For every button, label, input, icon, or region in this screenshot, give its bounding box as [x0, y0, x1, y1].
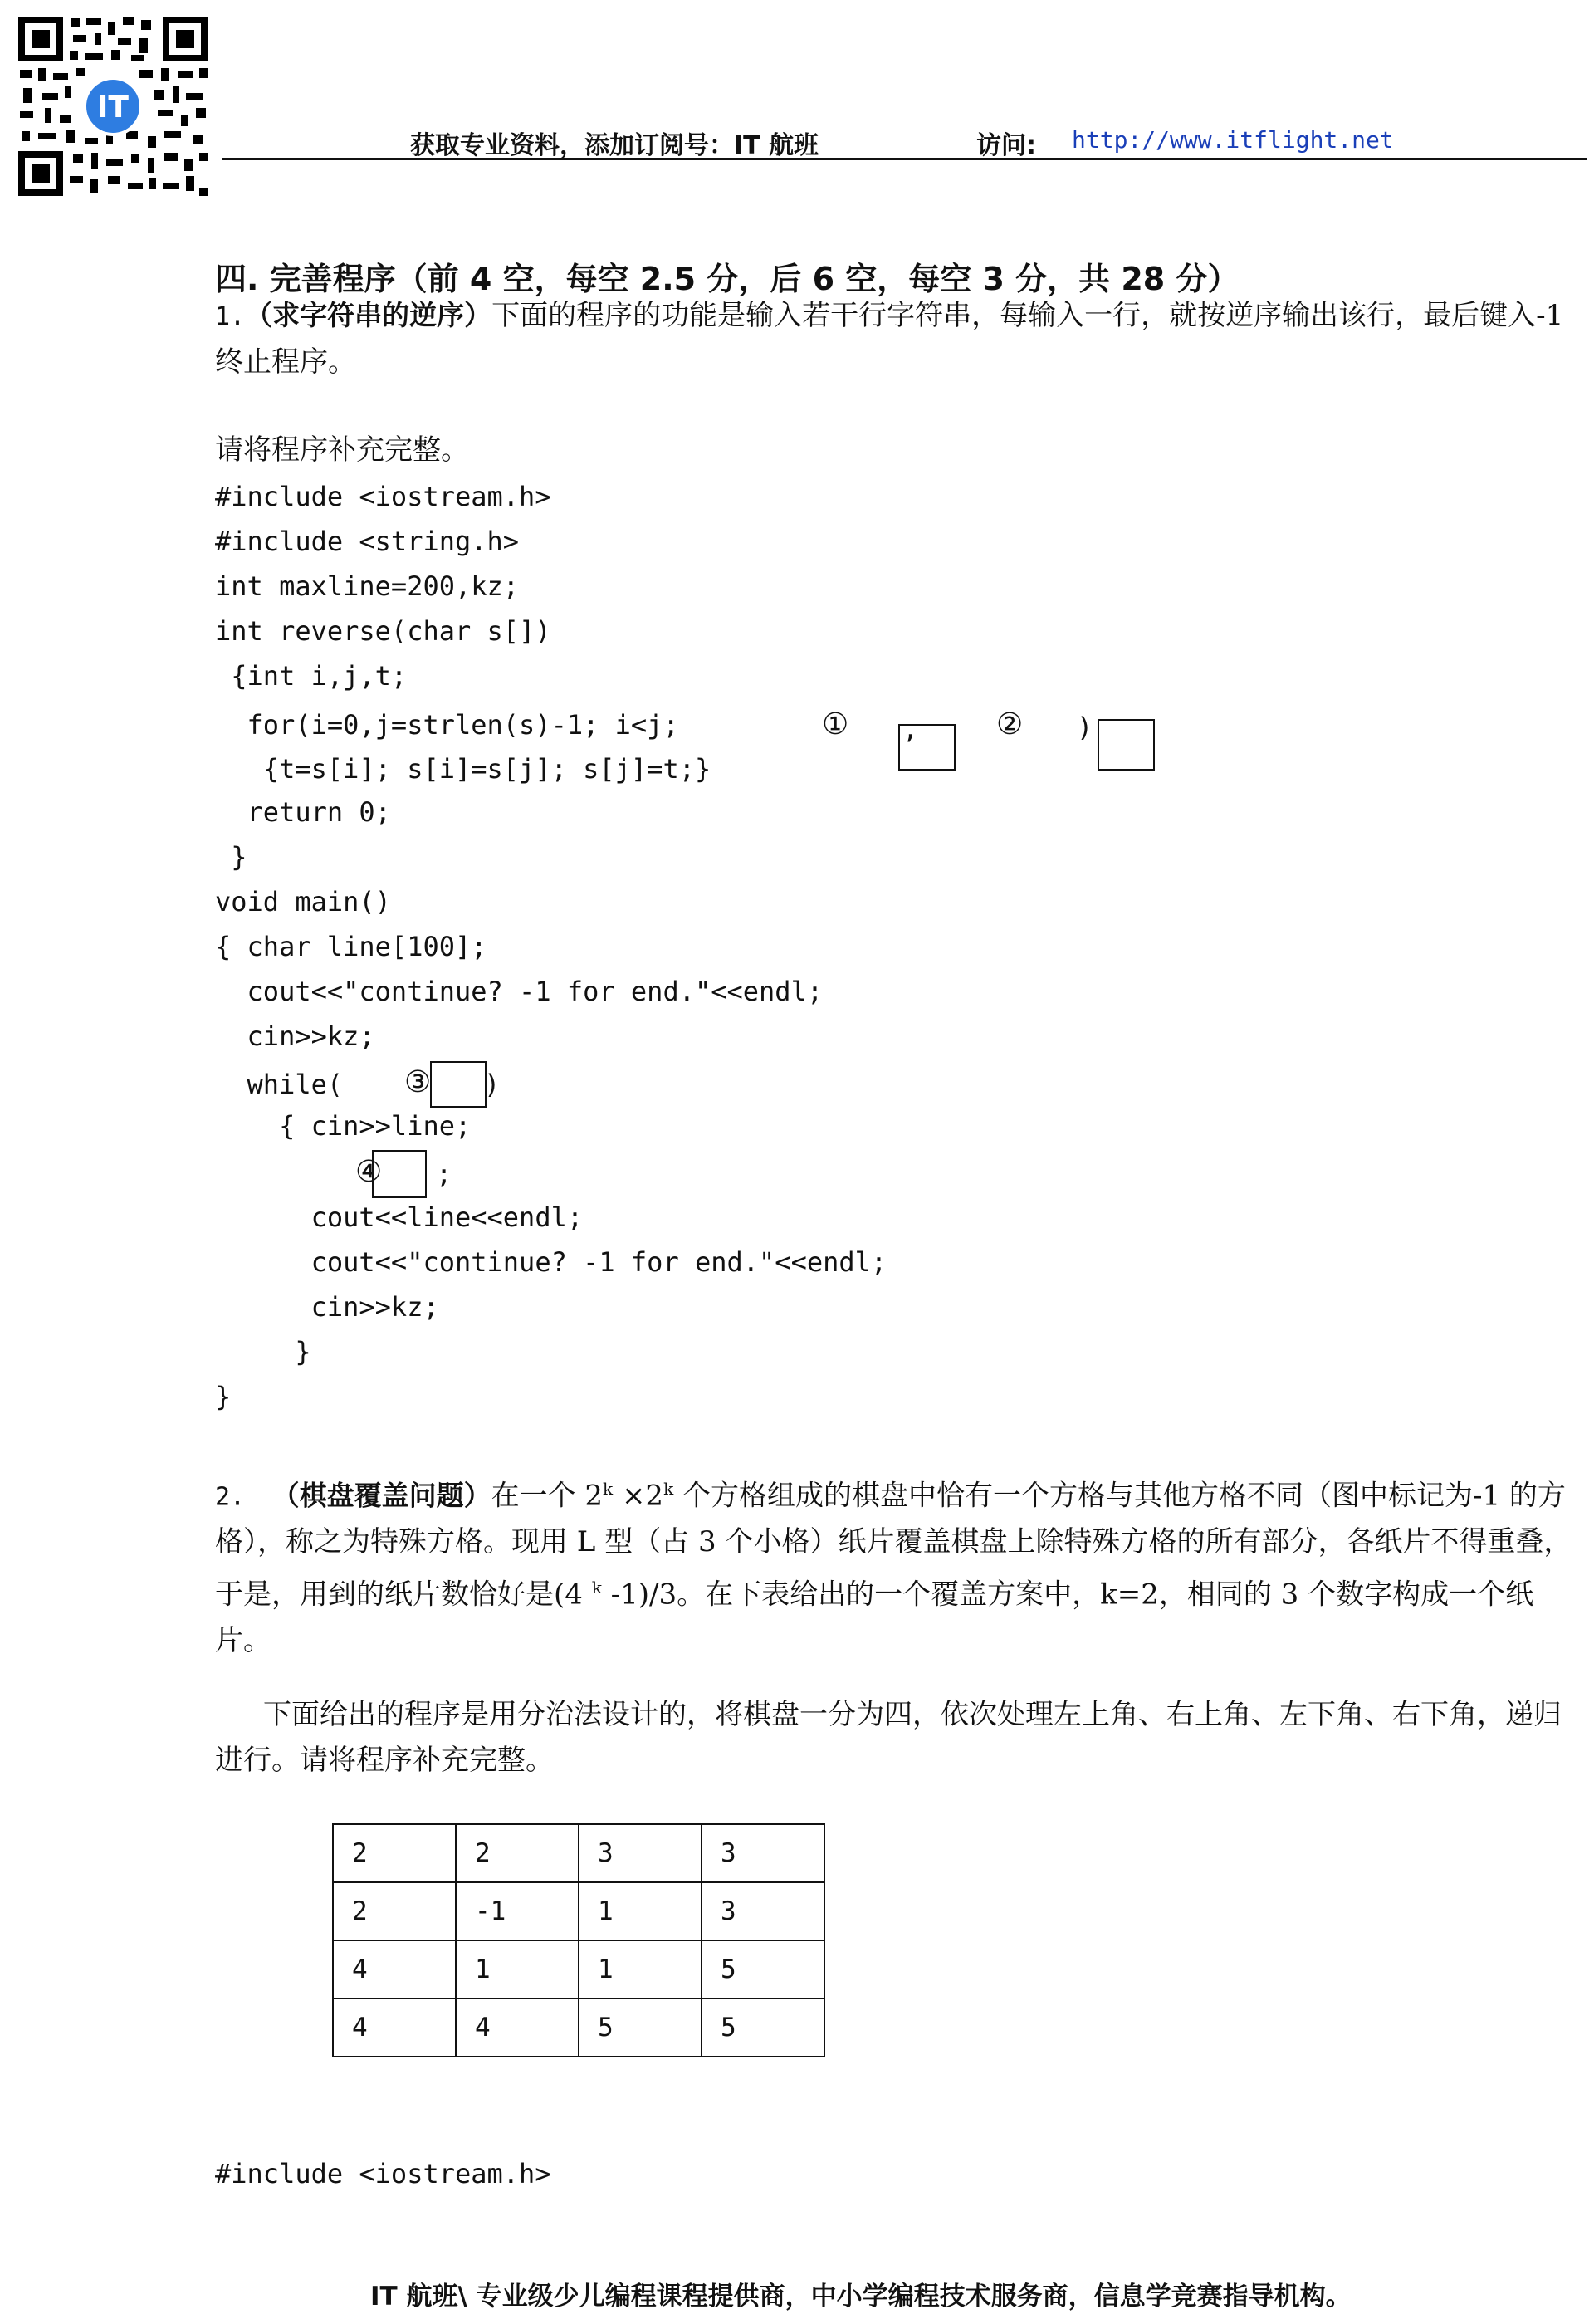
- board-cell: 1: [456, 1940, 579, 1999]
- table-row: [333, 1999, 824, 2057]
- board-cell: 3: [702, 1824, 824, 1882]
- table-row: [333, 1882, 824, 1940]
- q2-text: ×2: [613, 1479, 664, 1513]
- q1-code-comma: ,: [902, 713, 919, 745]
- q1-code-line: #include <string.h>: [215, 526, 520, 557]
- header-divider: [222, 158, 1587, 160]
- q1-code-line: int reverse(char s[]): [215, 615, 551, 647]
- q1-description: [215, 292, 1585, 385]
- q2-superscript: k: [663, 1479, 674, 1499]
- board-cell: 3: [702, 1882, 824, 1940]
- board-cell: 5: [579, 1999, 702, 2057]
- q1-topic: （求字符串的逆序）: [245, 299, 492, 331]
- board-cell: 1: [579, 1940, 702, 1999]
- board-cell: 2: [456, 1824, 579, 1882]
- q1-instruction: 请将程序补充完整。: [215, 433, 469, 467]
- q1-code-close-paren: ): [484, 1069, 501, 1100]
- board-cell: -1: [456, 1882, 579, 1940]
- svg-text:IT: IT: [97, 91, 129, 125]
- board-cell: 2: [333, 1824, 456, 1882]
- blank-marker-4: ④: [355, 1155, 383, 1189]
- q1-code-line: while(: [215, 1069, 344, 1100]
- board-cell: 1: [579, 1882, 702, 1940]
- q1-code-line: for(i=0,j=strlen(s)-1; i<j;: [215, 709, 679, 741]
- q1-code-close-paren: ): [1077, 712, 1093, 743]
- header-url-link[interactable]: http://www.itflight.net: [1072, 126, 1394, 154]
- q1-code-line: }: [215, 1336, 311, 1367]
- q1-code-line: {t=s[i]; s[i]=s[j]; s[j]=t;}: [215, 753, 711, 785]
- q2-text: 个方格组成的棋盘中恰有一个方格与其他方格不同（图中标记为-1 的方格），称之为特殊方格。现用 L 型（占 3 个小格）纸片覆盖棋盘上除特殊方格的所有部分，各纸片不得重叠，于是，用到的纸片数恰好是(4: [215, 1479, 1572, 1612]
- qr-code: [15, 13, 211, 199]
- q1-code-line: cout<<"continue? -1 for end."<<endl;: [215, 976, 824, 1007]
- q1-code-line: {int i,j,t;: [215, 660, 408, 692]
- q1-code-line: void main(): [215, 886, 391, 917]
- section-title: 四. 完善程序（前 4 空，每空 2.5 分，后 6 空，每空 3 分，共 28 分）: [215, 261, 1240, 297]
- q1-code-semicolon: ;: [436, 1158, 452, 1190]
- q1-code-line: int maxline=200,kz;: [215, 570, 520, 602]
- footer-text: IT 航班\ 专业级少儿编程课程提供商，中小学编程技术服务商，信息学竞赛指导机构。: [370, 2282, 1352, 2312]
- board-cell: 4: [333, 1999, 456, 2057]
- q1-code-line: cout<<line<<endl;: [215, 1201, 584, 1233]
- board-cell: 4: [456, 1999, 579, 2057]
- q1-code-line: cin>>kz;: [215, 1291, 439, 1323]
- chessboard-table: [332, 1823, 825, 2057]
- q2-superscript: k: [603, 1479, 614, 1499]
- q1-code-line: cout<<"continue? -1 for end."<<endl;: [215, 1246, 887, 1278]
- q1-code-line: return 0;: [215, 796, 391, 828]
- header-subscribe-text: 获取专业资料，添加订阅号：IT 航班: [410, 131, 819, 160]
- q2-superscript: k: [591, 1578, 602, 1598]
- q2-code-line: #include <iostream.h>: [215, 2158, 551, 2189]
- table-row: [333, 1940, 824, 1999]
- blank-marker-1: ①: [822, 707, 849, 741]
- q1-code-line: { char line[100];: [215, 931, 487, 962]
- board-cell: 4: [333, 1940, 456, 1999]
- q2-description: [215, 1466, 1585, 1664]
- q1-code-line: cin>>kz;: [215, 1020, 375, 1052]
- blank-marker-3: ③: [404, 1065, 432, 1099]
- blank-marker-2: ②: [996, 707, 1024, 741]
- answer-blank-2[interactable]: [1098, 719, 1155, 771]
- table-row: [333, 1824, 824, 1882]
- q1-description-text: 下面的程序的功能是输入若干行字符串，每输入一行，就按逆序输出该行，最后键入-1 终止程序。: [215, 299, 1564, 379]
- header-visit-label: 访问:: [976, 131, 1036, 160]
- q2-instruction: 下面给出的程序是用分治法设计的，将棋盘一分为四，依次处理左上角、右上角、左下角、右下角，递归进行。请将程序补充完整。: [215, 1698, 1562, 1777]
- board-cell: 5: [702, 1999, 824, 2057]
- q2-number: 2.: [215, 1482, 246, 1512]
- board-cell: 5: [702, 1940, 824, 1999]
- q1-code-line: #include <iostream.h>: [215, 481, 551, 512]
- q1-code-line: { cin>>line;: [215, 1110, 472, 1142]
- board-cell: 3: [579, 1824, 702, 1882]
- answer-blank-4[interactable]: [372, 1150, 427, 1198]
- q2-topic: （棋盘覆盖问题）: [271, 1479, 491, 1512]
- q1-number: 1.: [215, 302, 246, 331]
- q2-text: -1)/3。在下表给出的一个覆盖方案中，k=2，相同的 3 个数字构成一个纸片。: [215, 1578, 1534, 1657]
- answer-blank-3[interactable]: [430, 1061, 487, 1108]
- q2-text: 在一个 2: [491, 1479, 604, 1513]
- q1-code-line: }: [215, 841, 247, 873]
- board-cell: 2: [333, 1882, 456, 1940]
- q1-code-line: }: [215, 1381, 232, 1412]
